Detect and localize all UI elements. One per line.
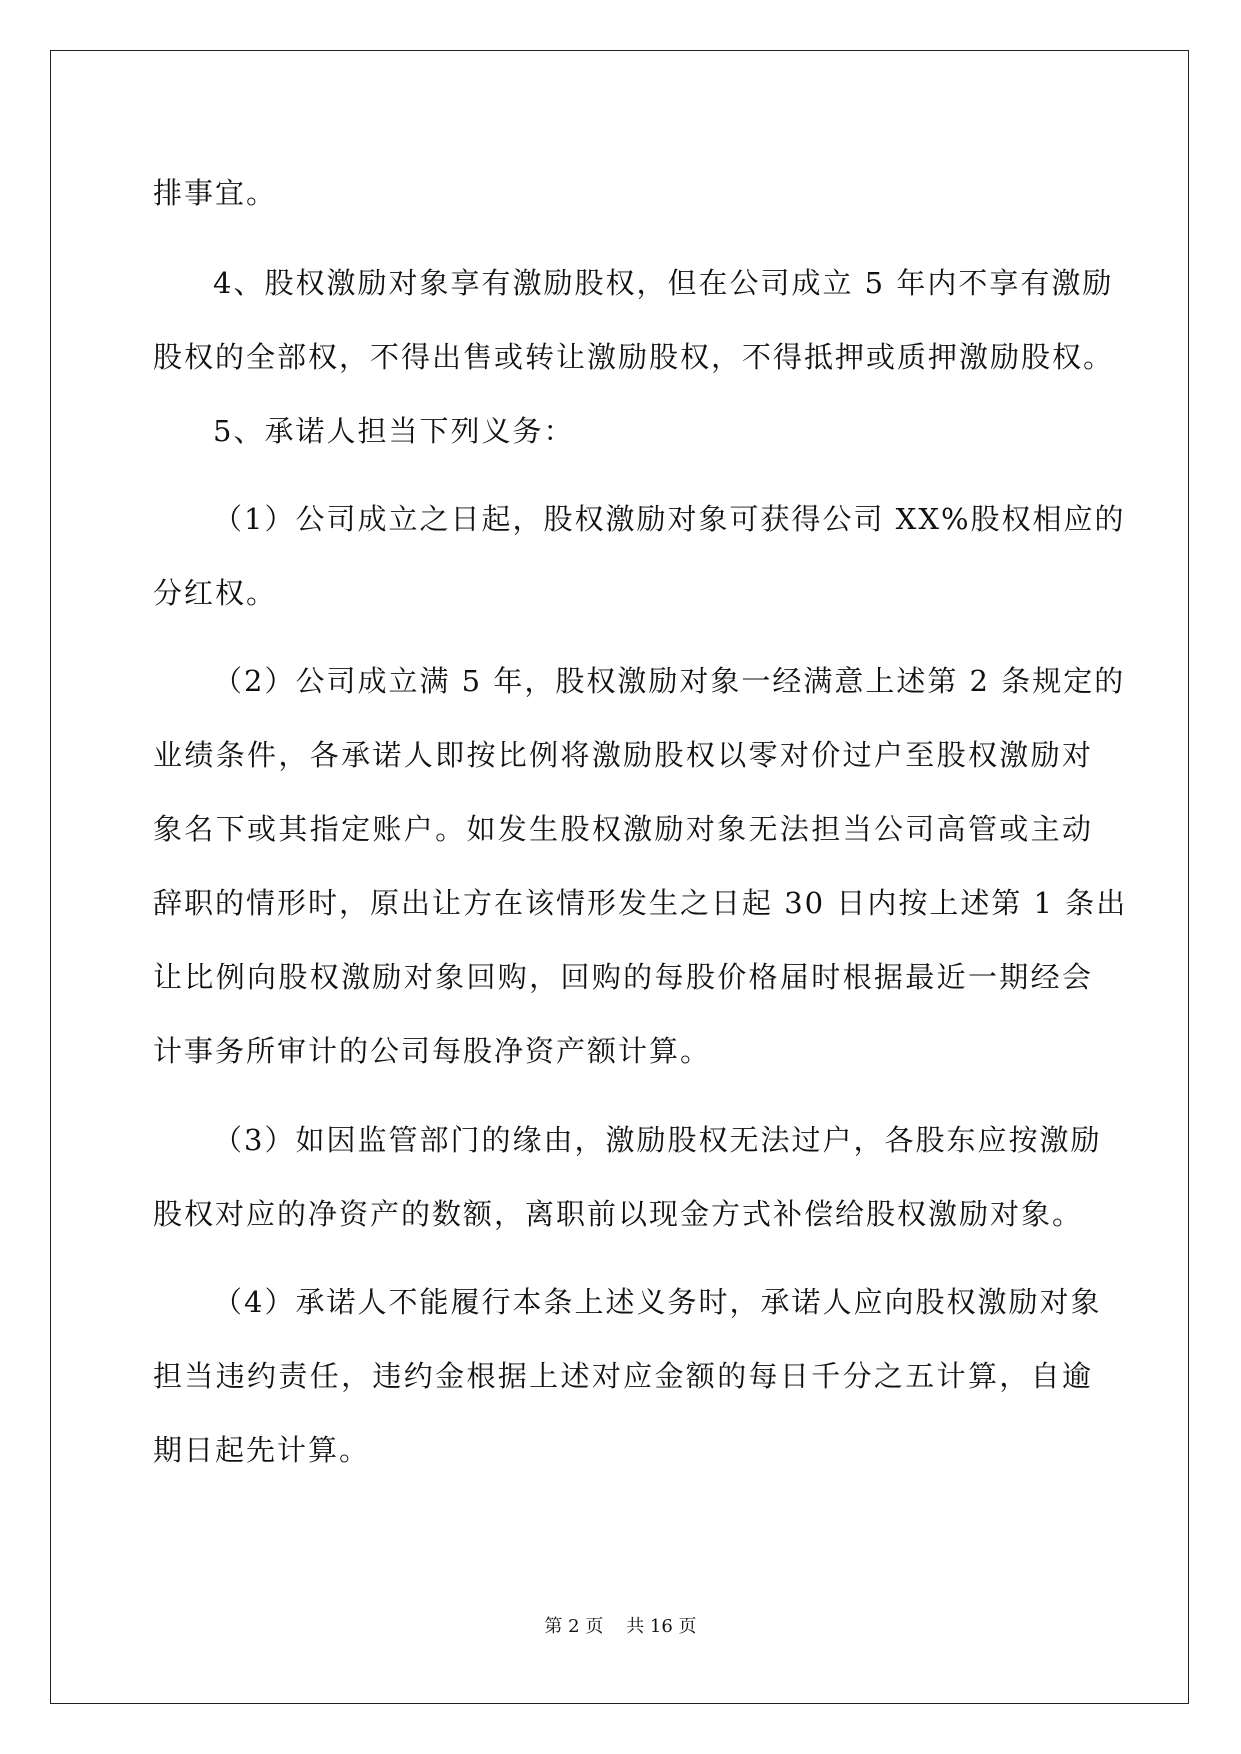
- text-line-2: 4、股权激励对象享有激励股权，但在公司成立 5 年内不享有激励: [213, 266, 1114, 300]
- page-footer: 第 2 页 共 16 页: [544, 1616, 697, 1637]
- text-line-16: 担当违约责任，违约金根据上述对应金额的每日千分之五计算，自逾: [153, 1359, 1093, 1393]
- text-line-15: （4）承诺人不能履行本条上述义务时，承诺人应向股权激励对象: [213, 1285, 1102, 1319]
- text-line-4: 5、承诺人担当下列义务：: [213, 414, 575, 448]
- text-line-14: 股权对应的净资产的数额，离职前以现金方式补偿给股权激励对象。: [153, 1197, 1084, 1231]
- text-line-9: 象名下或其指定账户。如发生股权激励对象无法担当公司高管或主动: [153, 812, 1093, 846]
- text-line-6: 分红权。: [153, 576, 278, 610]
- text-line-1: 排事宜。: [153, 176, 278, 210]
- text-line-11: 让比例向股权激励对象回购，回购的每股价格届时根据最近一期经会: [153, 960, 1093, 994]
- text-line-5: （1）公司成立之日起，股权激励对象可获得公司 XX%股权相应的: [213, 502, 1126, 536]
- text-line-7: （2）公司成立满 5 年，股权激励对象一经满意上述第 2 条规定的: [213, 664, 1126, 698]
- text-line-3: 股权的全部权，不得出售或转让激励股权，不得抵押或质押激励股权。: [153, 340, 1115, 374]
- text-line-8: 业绩条件，各承诺人即按比例将激励股权以零对价过户至股权激励对: [153, 738, 1093, 772]
- text-line-17: 期日起先计算。: [153, 1433, 371, 1467]
- text-line-13: （3）如因监管部门的缘由，激励股权无法过户，各股东应按激励: [213, 1123, 1102, 1157]
- text-line-10: 辞职的情形时，原出让方在该情形发生之日起 30 日内按上述第 1 条出: [153, 886, 1128, 920]
- text-line-12: 计事务所审计的公司每股净资产额计算。: [153, 1034, 712, 1068]
